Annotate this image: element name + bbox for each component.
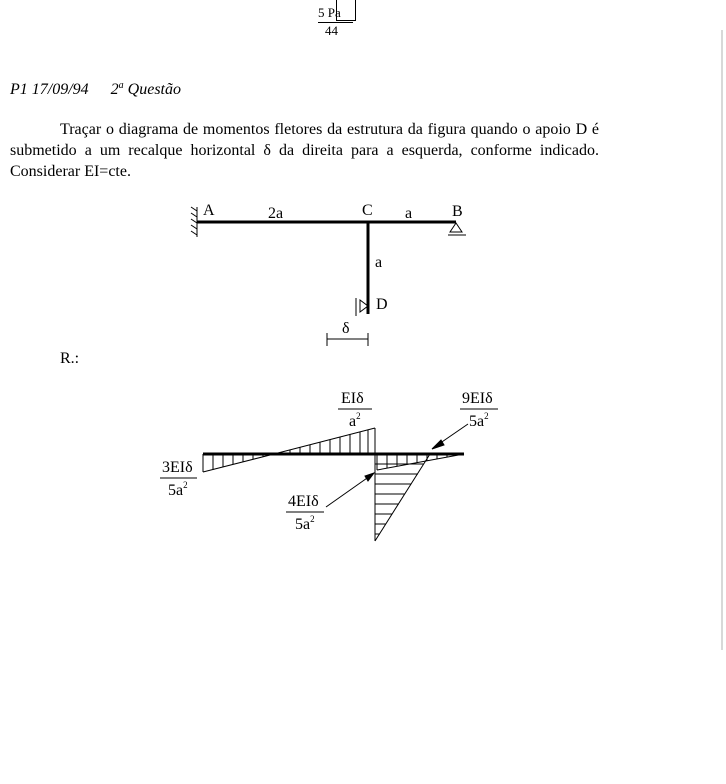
label-B: B [452, 203, 463, 220]
dim-delta: δ [342, 320, 350, 337]
diagram-right-beam [377, 454, 464, 470]
roller-support-B [448, 223, 466, 235]
dim-CD: a [375, 254, 383, 271]
moment-bottom-denominator: $5a^2$ [295, 514, 315, 533]
problem-statement: Traçar o diagrama de momentos fletores da estrutura da figura quando o apoio D é submetido a um recalque horizontal δ da direita para a esquerda, conforme indicado. Considerar EI=cte. [10, 121, 599, 180]
leader-arrow-right [432, 424, 468, 449]
previous-page-number: 44 [325, 23, 338, 38]
moment-top-numerator: EIδ [341, 390, 364, 407]
diagram-beam-bottom [203, 454, 274, 472]
exam-date: P1 17/09/94 [10, 81, 89, 99]
label-A: A [203, 202, 215, 219]
dim-CB: a [405, 205, 413, 222]
moment-left-numerator: 3EIδ [162, 459, 193, 476]
moment-top-denominator: $a^2$ [349, 411, 361, 430]
label-D: D [376, 296, 388, 313]
previous-top-text: 5 Pa [318, 5, 341, 20]
question-number: 2$^a$ Questão [110, 80, 181, 99]
label-C: C [362, 202, 373, 219]
support-D [356, 298, 368, 316]
moment-diagram [160, 390, 498, 541]
moment-bottom-numerator: 4EIδ [288, 493, 319, 510]
moment-left-denominator: $5a^2$ [168, 480, 188, 499]
answer-label: R.: [60, 350, 80, 367]
leader-arrow-bottom [326, 473, 374, 507]
fixed-support-A [191, 207, 197, 237]
dim-AC: 2a [268, 205, 284, 222]
diagram-beam-top [274, 428, 375, 454]
moment-right-numerator: 9EIδ [462, 390, 493, 407]
diagram-column [375, 454, 430, 541]
moment-right-denominator: $5a^2$ [469, 411, 489, 430]
